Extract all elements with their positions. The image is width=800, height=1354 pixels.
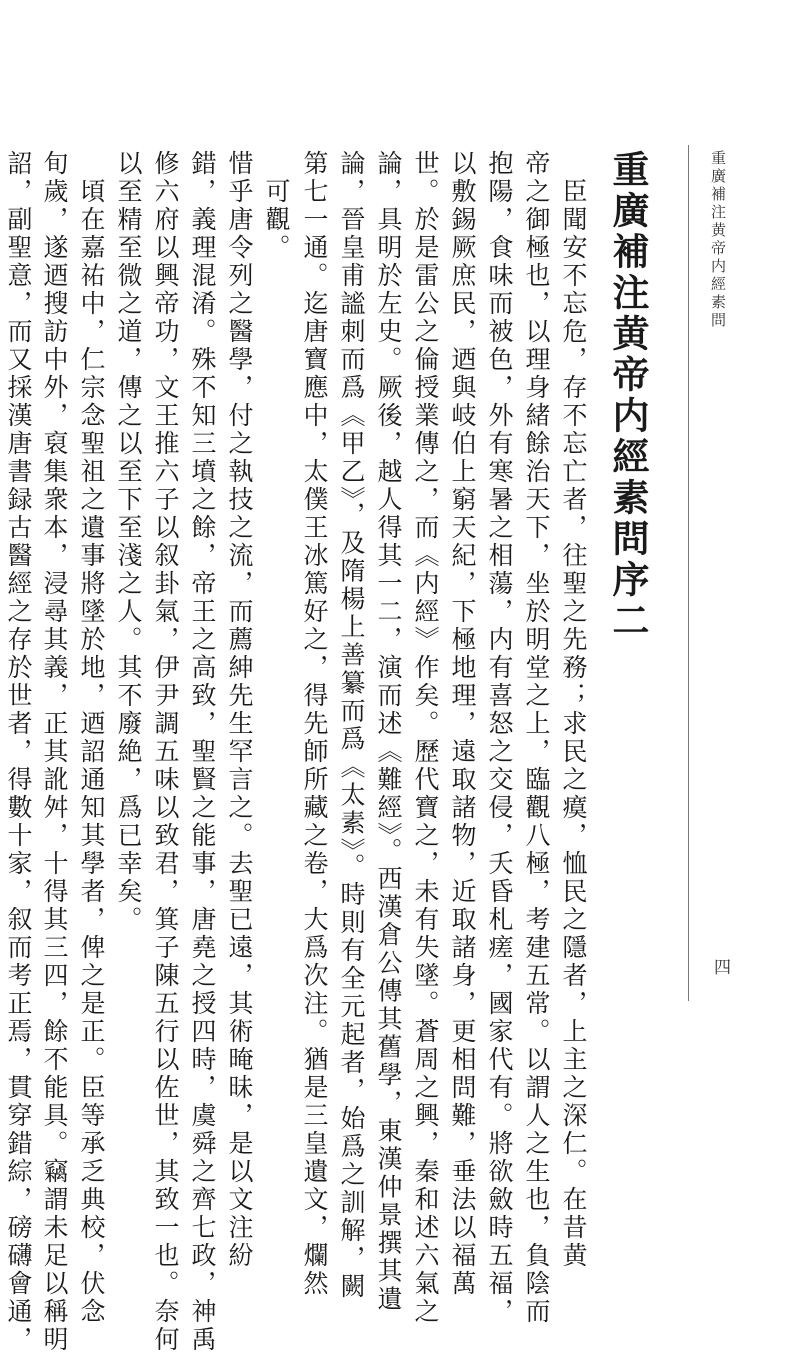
header-divider xyxy=(688,145,689,1001)
text-column-12: 修六府以興帝功，文王推六子以叙卦氣，伊尹調五味以致君，箕子陳五行以佐世，其致一也。奈何 xyxy=(151,150,180,1354)
text-column-13: 以至精至微之道，傳之以至下至淺之人。其不廢絶，爲已幸矣。 xyxy=(114,150,143,934)
preface-title: 重廣補注黄帝内經素問序二 xyxy=(606,150,650,642)
text-column-7: 論，晉皇甫謐刺而爲《甲乙》，及隋楊上善纂而爲《太素》。時則有全元起者，始爲之訓解，闕 xyxy=(337,150,366,1301)
text-column-2: 帝之御極也，以理身緒餘治天下，坐於明堂之上，臨觀八極，考建五常。以謂人之生也，負陰而 xyxy=(522,150,551,1326)
text-column-1: 臣聞安不忘危，存不忘亡者，往聖之先務；求民之瘼，恤民之隱者，上主之深仁。在昔黄 xyxy=(559,178,588,1270)
text-column-14: 頃在嘉祐中，仁宗念聖祖之遺事將墜於地，迺詔通知其學者，俾之是正。臣等承乏典校，伏念 xyxy=(77,178,106,1326)
text-column-3: 抱陽，食味而被色，外有寒暑之相蕩，内有喜怒之交侵，夭昏札瘥，國家代有。將欲斂時五福， xyxy=(485,150,514,1326)
text-column-11: 錯，義理混淆。殊不知三墳之餘，帝王之高致，聖賢之能事，唐堯之授四時，虞舜之齊七政，神禹 xyxy=(188,150,217,1354)
text-column-9: 可觀。 xyxy=(262,178,291,262)
text-column-10: 惜乎唐令列之醫學，付之執技之流，而薦紳先生罕言之。去聖已遠，其術晻昧，是以文注紛 xyxy=(225,150,254,1270)
page-number: 四 xyxy=(710,958,730,975)
text-column-6: 論，具明於左史。厥後，越人得其一二，演而述《難經》。西漢倉公傳其舊學，東漢仲景撰其遺 xyxy=(374,150,403,1314)
running-header-title: 重廣補注黄帝内經素問 xyxy=(709,150,727,330)
text-column-8: 第七一通。迄唐寶應中，太僕王冰篤好之，得先師所藏之卷，大爲次注。猶是三皇遺文，爛然 xyxy=(300,150,329,1298)
text-column-16: 詔，副聖意，而又採漢唐書録古醫經之存於世者，得數十家，叙而考正焉，貫穿錯綜，磅礴會通， xyxy=(4,150,33,1354)
text-column-5: 世。於是雷公之倫授業傳之，而《内經》作矣。歷代寶之，未有失墜。蒼周之興，秦和述六氣之 xyxy=(411,150,440,1326)
text-column-15: 旬歲，遂迺搜訪中外，裒集衆本，浸尋其義，正其訛舛，十得其三四，餘不能具。竊謂未足以稱明 xyxy=(40,150,69,1354)
text-column-4: 以敷錫厥庶民，迺與岐伯上窮天紀，下極地理，遠取諸物，近取諸身，更相問難，垂法以福萬 xyxy=(448,150,477,1298)
